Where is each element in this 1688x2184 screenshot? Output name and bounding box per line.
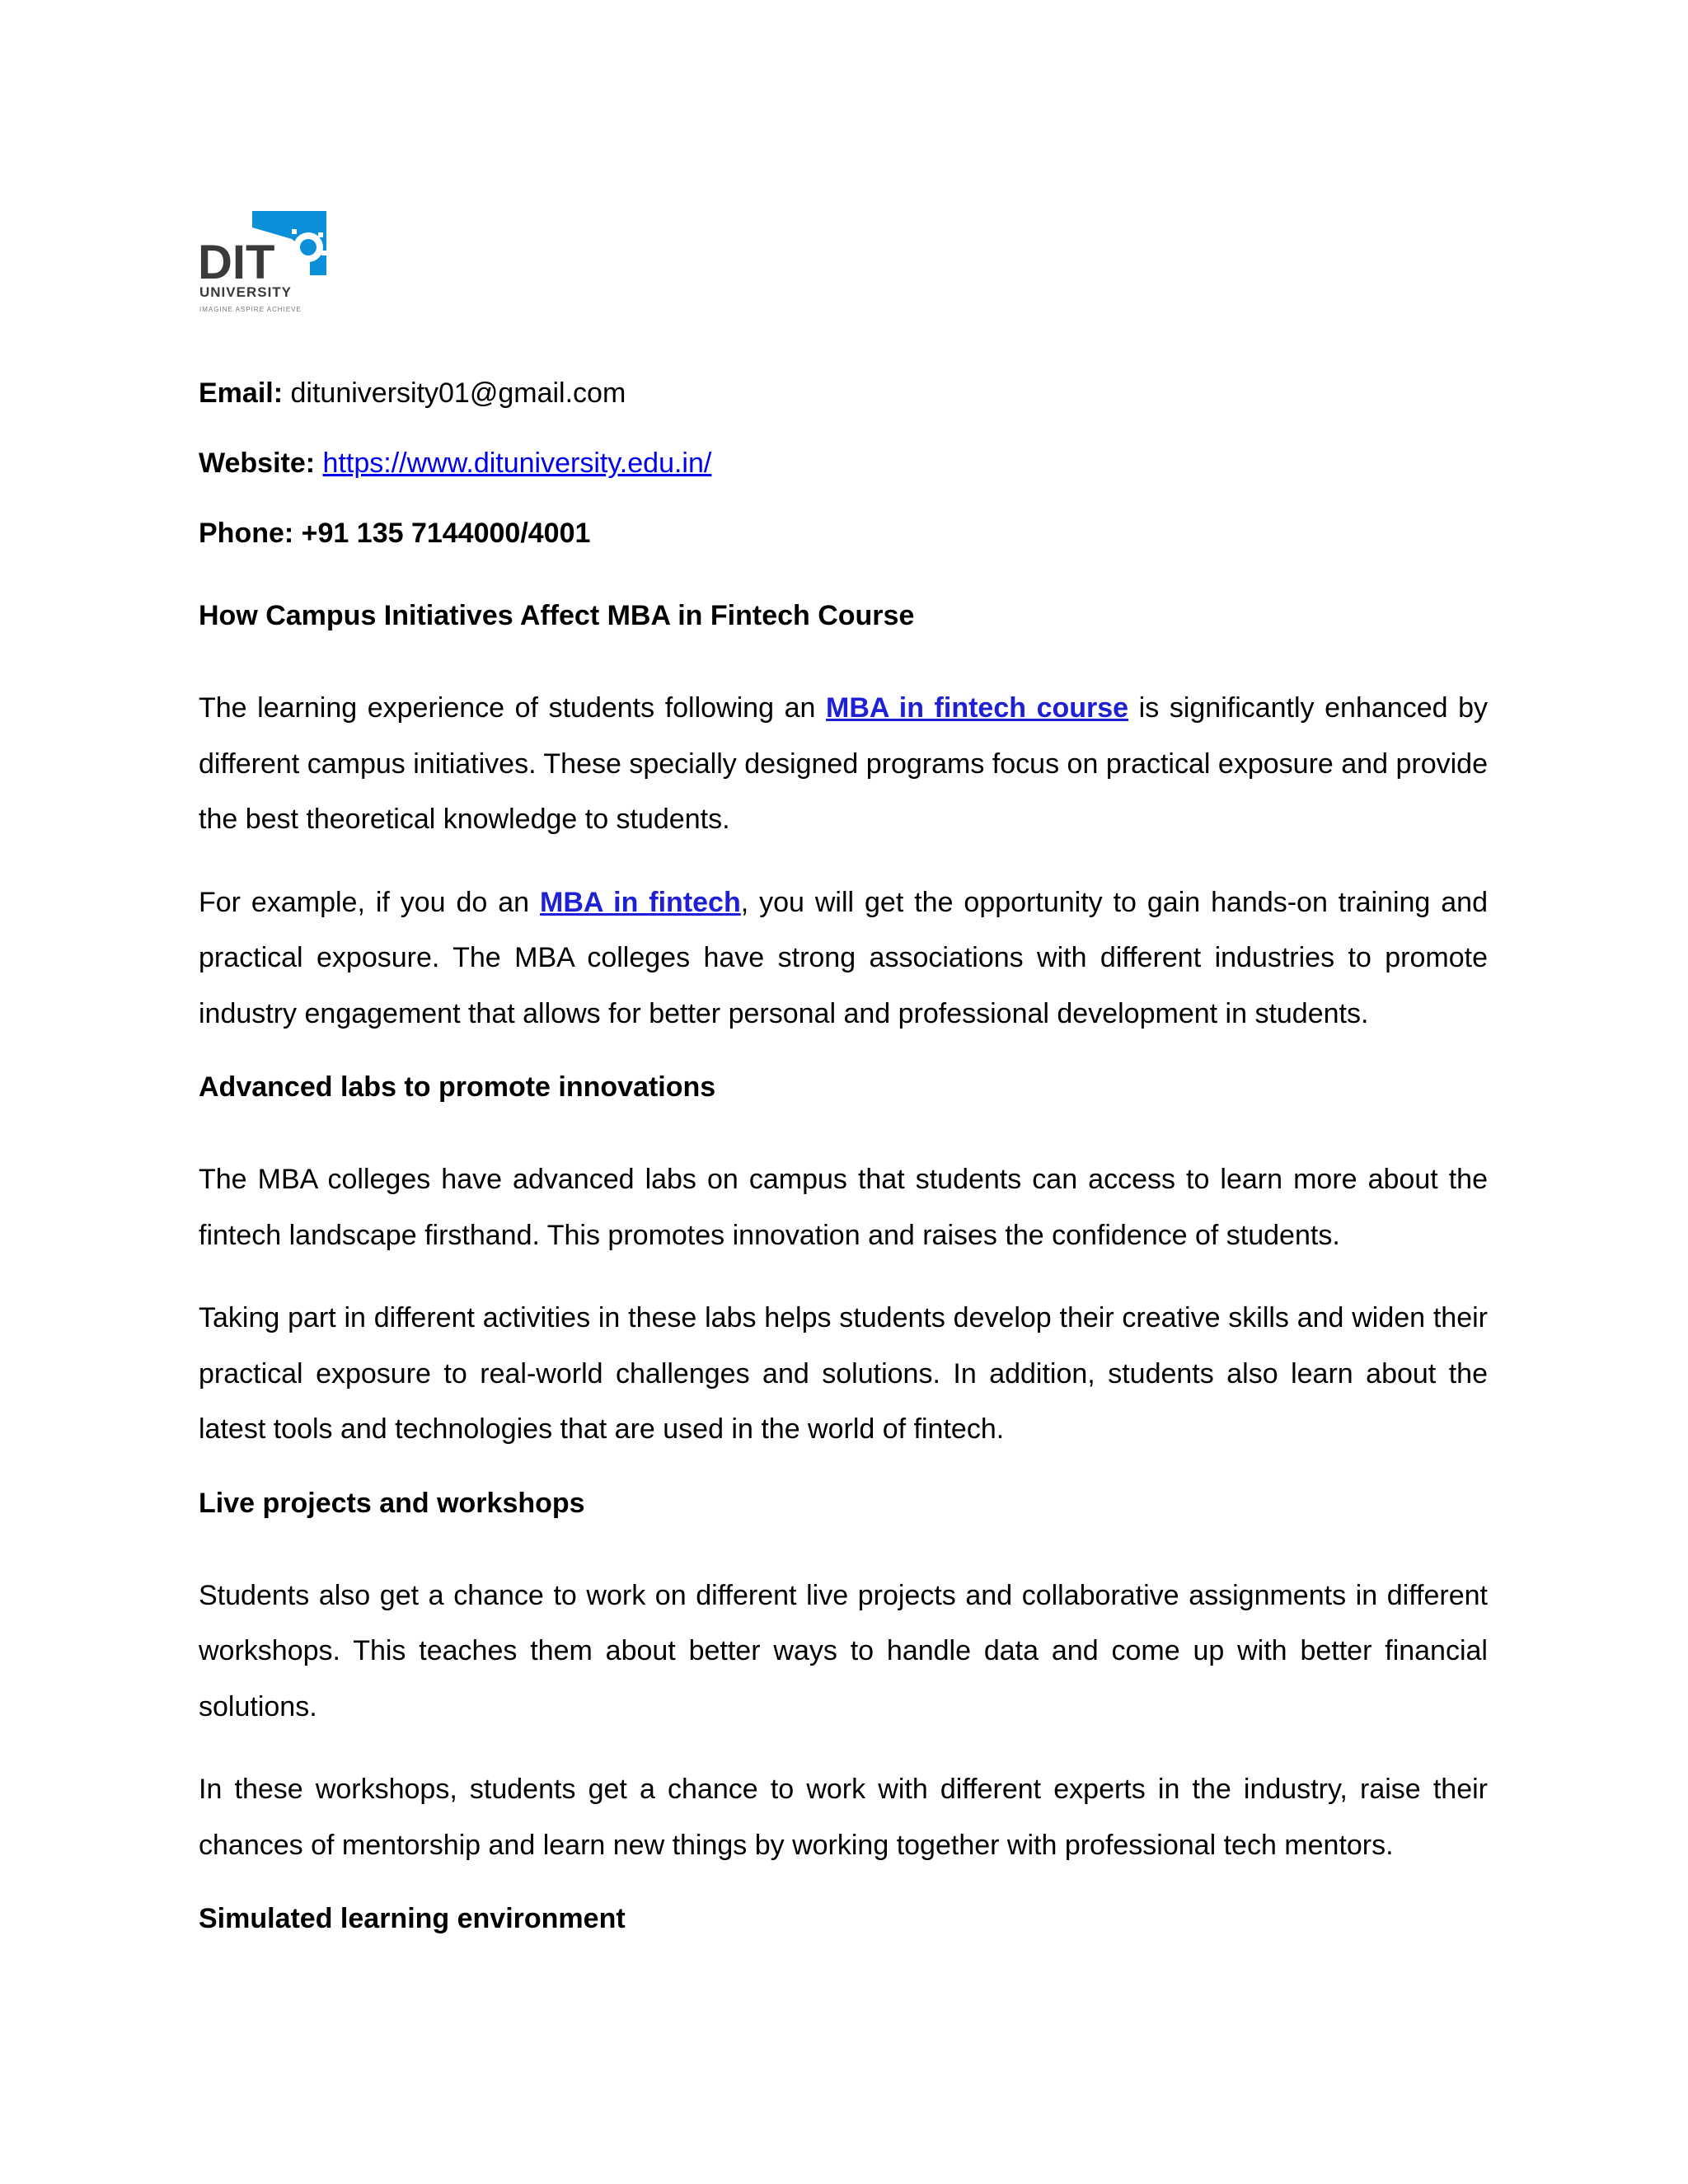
website-link[interactable]: https://www.dituniversity.edu.in/ xyxy=(322,448,712,479)
paragraph-projects-2: In these workshops, students get a chance to work with different experts in the industry, raise their chances of mentorship and learn new things by working together with professional tech mentors. xyxy=(199,1774,1488,1861)
website-line xyxy=(199,445,1488,481)
paragraph-labs-1: The MBA colleges have advanced labs on campus that students can access to learn more about the fintech landscape firsthand. This promotes innovation and raises the confidence of students. xyxy=(199,1164,1488,1251)
paragraph-labs-2: Taking part in different activities in these labs helps students develop their creative skills and widen their practical exposure to real-world challenges and solutions. In addition, students also learn about the latest tools and technologies that are used in the world of fintech. xyxy=(199,1302,1488,1445)
logo-subtitle: UNIVERSITY xyxy=(199,284,293,300)
article-title: How Campus Initiatives Affect MBA in Fintech Course xyxy=(199,600,915,631)
paragraph-text: is significantly enhanced by different campus initiatives. These specially designed programs focus on practical exposure and provide the best theoretical knowledge to students. xyxy=(199,692,1489,835)
dit-logo-graphic xyxy=(195,204,335,321)
paragraph-example xyxy=(199,875,1488,1043)
heading-simulated-learning: Simulated learning environment xyxy=(199,1903,626,1934)
paragraph-intro xyxy=(199,681,1488,848)
heading-advanced-labs: Advanced labs to promote innovations xyxy=(199,1071,716,1103)
email-label: Email: xyxy=(199,377,284,409)
heading-live-projects: Live projects and workshops xyxy=(199,1487,585,1519)
dit-university-logo xyxy=(195,204,335,321)
logo-tagline: IMAGINE ASPIRE ACHIEVE xyxy=(199,306,302,313)
mba-fintech-course-link[interactable]: MBA in fintech course xyxy=(826,692,1129,724)
email-line xyxy=(199,375,1488,411)
website-label: Website: xyxy=(199,448,316,479)
email-value: dituniversity01@gmail.com xyxy=(290,377,626,409)
paragraph-text: The learning experience of students following an xyxy=(199,692,826,724)
paragraph-text: , you will get the opportunity to gain hands-on training and practical exposure. The MBA colleges have strong associations with different industries to promote industry engagement that allows for better personal and professional development in students. xyxy=(199,886,1488,1029)
logo-wordmark: DIT xyxy=(198,236,275,289)
paragraph-projects-1: Students also get a chance to work on different live projects and collaborative assignments in different workshops. This teaches them about better ways to handle data and come up with better financial solutions. xyxy=(199,1579,1488,1722)
phone-line: Phone: +91 135 7144000/4001 xyxy=(199,518,591,549)
mba-fintech-link[interactable]: MBA in fintech xyxy=(540,886,741,918)
document-body xyxy=(199,375,1488,1984)
paragraph-text: For example, if you do an xyxy=(199,886,541,918)
